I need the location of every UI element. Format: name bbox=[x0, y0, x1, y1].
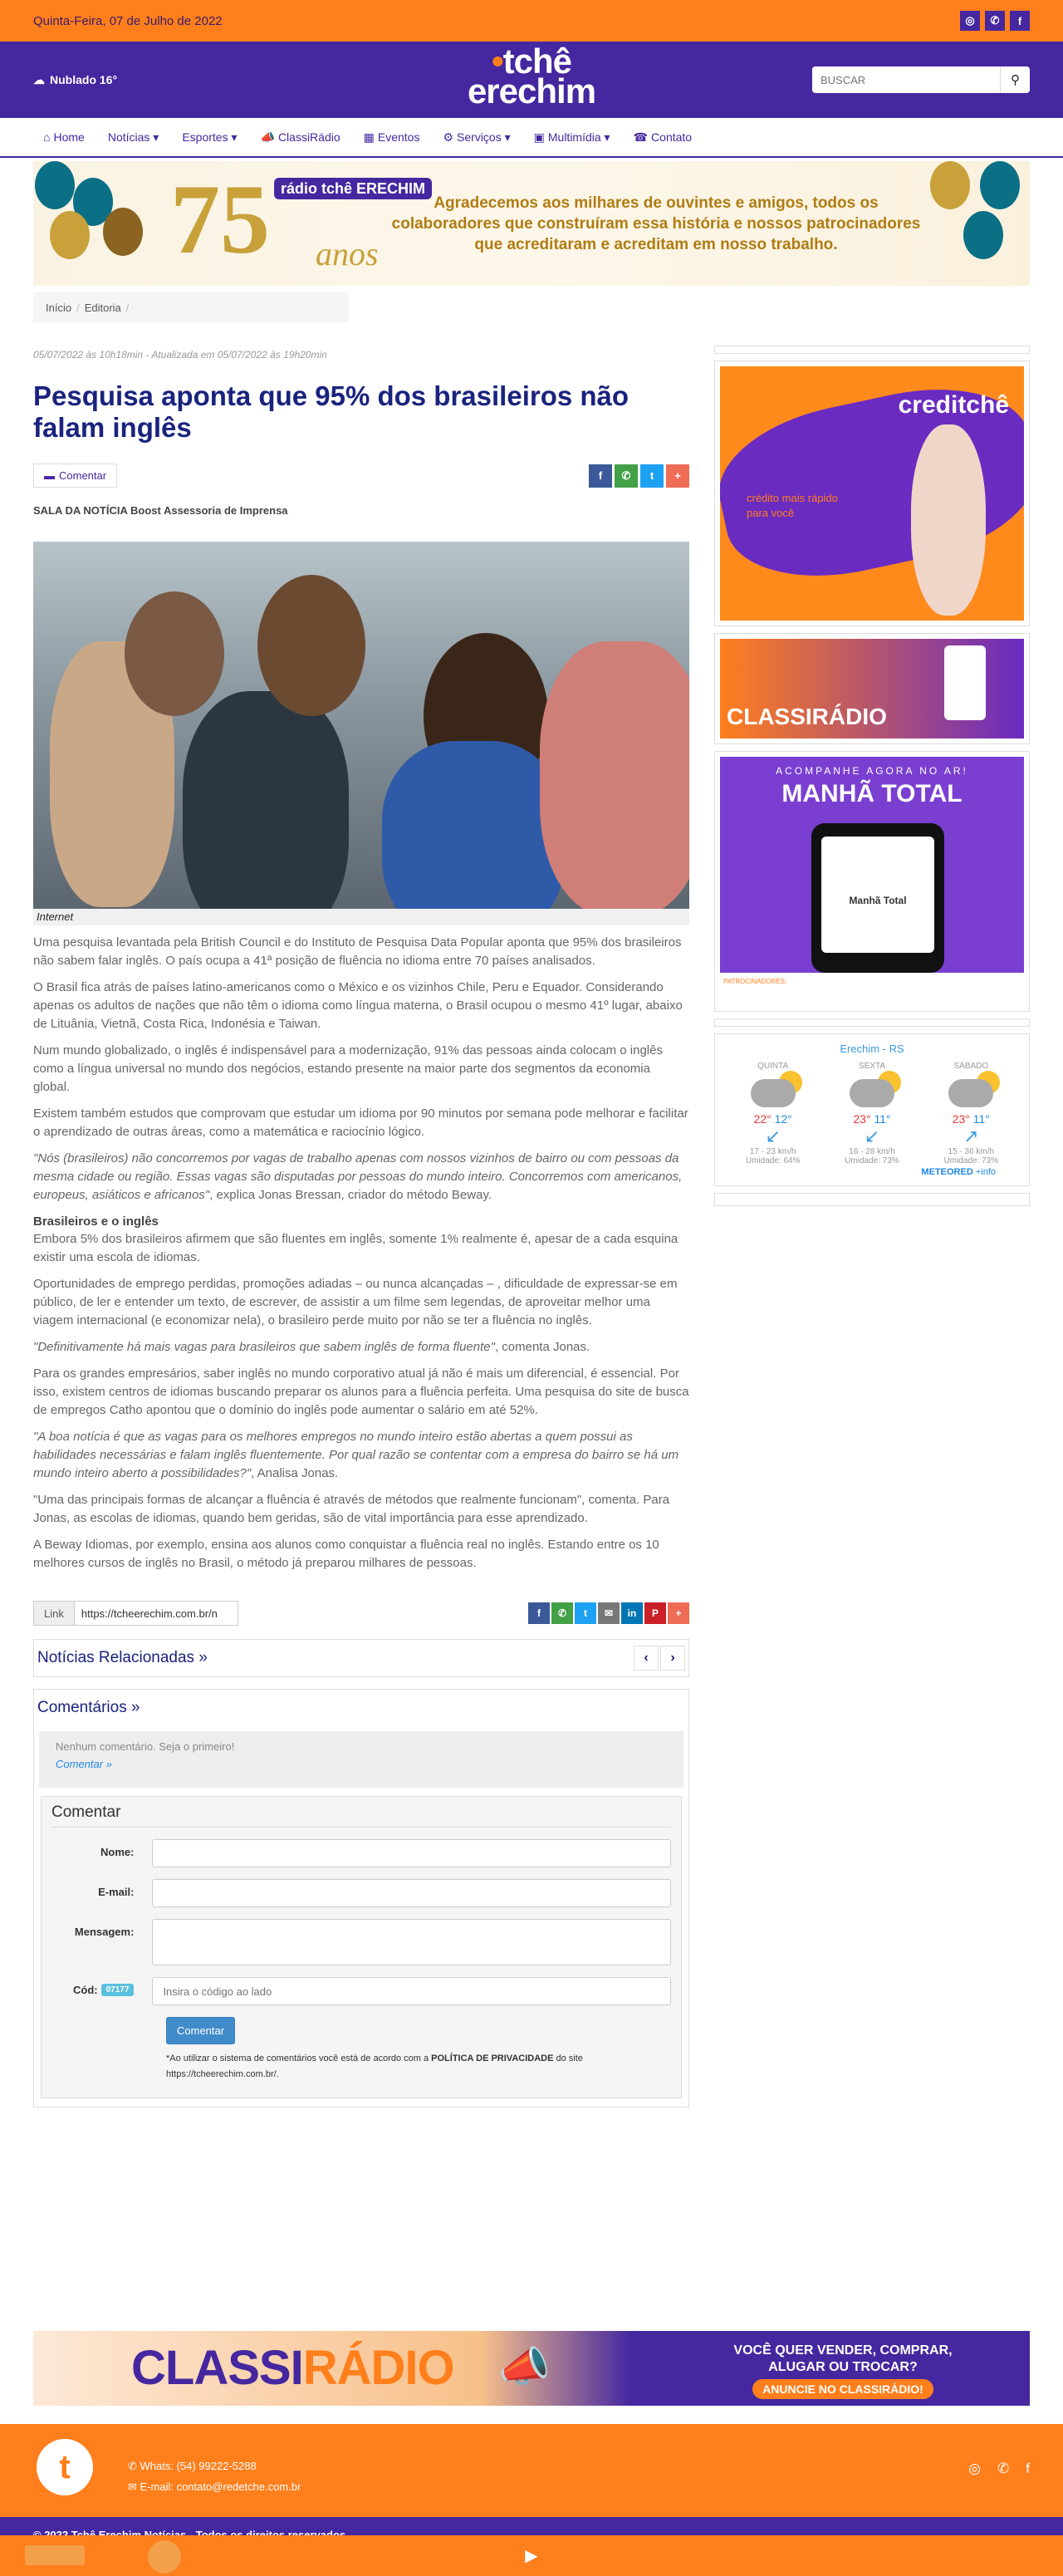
wind-icon: ↗ bbox=[963, 1126, 979, 1146]
article-meta: 05/07/2022 às 10h18min - Atualizada em 05/07/2022 às 19h20min bbox=[33, 349, 327, 361]
paragraph: Uma pesquisa levantada pela British Council e do Instituto de Pesquisa Data Popular aponta que 95% dos brasileiros não sabem falar inglês. O país ocupa a 41ª posição de fluência no idioma entre 70 países analisados. bbox=[33, 935, 682, 968]
weather-widget bbox=[33, 73, 117, 87]
forecast-day: QUINTA 22° 12° ↙ 17 - 23 km/h Umidade: 64% bbox=[727, 1062, 819, 1165]
anniversary-banner[interactable] bbox=[33, 161, 1030, 286]
breadcrumb: Início / Editoria / bbox=[33, 292, 349, 322]
top-bar bbox=[0, 0, 1063, 42]
play-icon[interactable]: ▶ bbox=[525, 2547, 538, 2565]
section-heading: Brasileiros e o inglês bbox=[33, 1214, 159, 1229]
classiradio-bottom-banner[interactable] bbox=[33, 2331, 1030, 2406]
bottom-ad-line1: VOCÊ QUER VENDER, COMPRAR, bbox=[733, 2343, 953, 2358]
article-photo bbox=[33, 542, 689, 909]
plus-share-icon[interactable]: + bbox=[666, 464, 689, 488]
share-row bbox=[33, 464, 689, 488]
comments-title[interactable]: Comentários » bbox=[37, 1699, 140, 1716]
footer-email[interactable]: E-mail: contato@redetche.com.br bbox=[140, 2480, 301, 2493]
twitter-share-icon[interactable]: t bbox=[575, 1602, 596, 1624]
linkedin-share-icon[interactable]: in bbox=[621, 1602, 643, 1624]
weather-forecast-widget bbox=[714, 1033, 1030, 1186]
comments-panel bbox=[33, 1689, 689, 2107]
wind-icon: ↙ bbox=[864, 1126, 880, 1146]
article-body bbox=[33, 934, 689, 1573]
sidebar-empty-box bbox=[714, 1193, 1030, 1206]
bottom-ad-brand2: RÁDIO bbox=[302, 2341, 454, 2395]
paragraph: "A boa notícia é que as vagas para os melhores empregos no mundo inteiro estão abertas a quem possui as habilidades necessárias e falam inglês fluentemente. Por qual razão se contentar com a empresa do bairro se há um mundo inteiro aberto a possibilidades?", Analisa Jonas. bbox=[33, 1430, 679, 1480]
name-label: Nome: bbox=[100, 1846, 135, 1858]
paragraph: Oportunidades de emprego perdidas, promoções adiadas – ou nunca alcançadas – , dificuldade de expressar-se em público, de ler e entender um texto, de escrever, de assistir a um filme sem legendas, de aproveitar melhor uma viagem internacional (e economizar nela), o brasileiro perde muito por não se ter a fluência no inglês. bbox=[33, 1277, 678, 1327]
footer-social bbox=[968, 2461, 1030, 2477]
chevron-right-icon[interactable]: › bbox=[660, 1646, 685, 1671]
nav-home[interactable]: ⌂ Home bbox=[43, 130, 85, 144]
twitter-share-icon[interactable]: t bbox=[640, 464, 664, 488]
no-comments-box bbox=[39, 1731, 683, 1788]
home-icon: ⌂ bbox=[43, 130, 51, 144]
phone-icon: ☎ bbox=[633, 130, 649, 144]
logo-line2: erechim bbox=[467, 71, 596, 110]
top-social-links bbox=[960, 11, 1030, 31]
calendar-icon: ▦ bbox=[363, 130, 375, 144]
whatsapp-share-icon[interactable]: ✆ bbox=[551, 1602, 573, 1624]
forecast-day: SÁBADO 23° 11° ↗ 15 - 36 km/h Umidade: 73% bbox=[925, 1062, 1016, 1165]
name-field[interactable] bbox=[152, 1839, 671, 1867]
facebook-share-icon[interactable]: f bbox=[528, 1602, 550, 1624]
ad-manha-show: Manhã Total bbox=[821, 837, 934, 953]
submit-comment-button[interactable]: Comentar bbox=[166, 2017, 235, 2044]
player-avatar bbox=[148, 2540, 181, 2574]
megaphone-icon: 📣 bbox=[260, 130, 275, 144]
weather-provider[interactable]: METEORED +info bbox=[921, 1167, 996, 1177]
ad-credittche-slogan: crédito mais rápido para você bbox=[747, 492, 838, 519]
comment-form bbox=[41, 1796, 682, 2098]
gear-icon: ⚙ bbox=[443, 130, 454, 144]
logo-line1: tchê bbox=[502, 42, 572, 81]
form-title: Comentar bbox=[51, 1803, 671, 1828]
bottom-ad-brand1: CLASSI bbox=[131, 2341, 303, 2395]
paragraph: "Nós (brasileiros) não concorremos por vagas de trabalho apenas com nossos vizinhos de bairro ou com pessoas da mesma cidade ou região. Essas vagas são disputadas por pessoas do mundo inteiro. Concorremos com americanos, europeus, asiáticos e africanos", explica Jonas Bressan, criador do método Beway. bbox=[33, 1151, 683, 1202]
cloud-sun-icon bbox=[850, 1079, 894, 1107]
banner-75: 75 bbox=[170, 164, 270, 274]
sidebar-ad-classiradio[interactable] bbox=[714, 633, 1030, 744]
nav-multimidia[interactable]: ▣ Multimídia ▾ bbox=[533, 130, 610, 144]
paragraph: "Definitivamente há mais vagas para brasileiros que sabem inglês de forma fluente", comenta Jonas. bbox=[33, 1340, 590, 1354]
forecast-day: SEXTA 23° 11° ↙ 16 - 28 km/h Umidade: 73% bbox=[826, 1062, 918, 1165]
bottom-ad-line2: ALUGAR OU TROCAR? bbox=[768, 2360, 918, 2374]
code-label: Cód: bbox=[73, 1984, 98, 1996]
instagram-icon[interactable]: ◎ bbox=[960, 11, 980, 31]
sidebar-empty-box bbox=[714, 346, 1030, 354]
whatsapp-icon[interactable]: ✆ bbox=[997, 2461, 1010, 2476]
weather-text: Nublado 16° bbox=[50, 73, 118, 86]
site-header bbox=[0, 42, 1063, 118]
breadcrumb-home[interactable]: Início bbox=[46, 301, 72, 314]
sidebar-ad-credittche[interactable] bbox=[714, 361, 1030, 626]
no-comments-text: Nenhum comentário. Seja o primeiro! bbox=[56, 1740, 235, 1753]
message-label: Mensagem: bbox=[74, 1926, 135, 1938]
paragraph: Existem também estudos que comprovam que estudar um idioma por 90 minutos por semana pode melhorar e facilitar o aprendizado de outras áreas, como a matemática e raciocínio lógico. bbox=[33, 1106, 688, 1139]
banner-message: Agradecemos aos milhares de ouvintes e amigos, todos os colaboradores que construíram essa história e nossos patrocinadores que acreditaram e acreditam em nosso trabalho. bbox=[391, 194, 921, 253]
comment-link[interactable]: Comentar » bbox=[56, 1758, 112, 1770]
comment-button[interactable]: ▬ Comentar bbox=[33, 464, 117, 488]
sidebar-empty-box bbox=[714, 1018, 1030, 1027]
cloud-sun-icon bbox=[751, 1079, 796, 1107]
paragraph: Num mundo globalizado, o inglês é indispensável para a modernização, 91% das pessoas ainda colocam o inglês como a língua universal no mundo dos negócios, estando presente na maior parte dos segmentos da economia global. bbox=[33, 1043, 663, 1094]
search-icon[interactable]: ⚲ bbox=[1000, 66, 1030, 93]
share-buttons bbox=[589, 464, 689, 488]
email-label: E-mail: bbox=[98, 1886, 135, 1898]
facebook-icon[interactable]: f bbox=[1026, 2461, 1030, 2476]
paragraph: O Brasil fica atrás de países latino-americanos como o México e os vizinhos Chile, Peru e Equador. Considerando apenas os adultos de nações que não têm o idioma como língua materna, o Brasil ocupou o mesmo 41º lugar, abaixo de Lituânia, Vietnã, Costa Rica, Indonésia e Taiwan. bbox=[33, 980, 683, 1031]
current-date: Quinta-Feira, 07 de Julho de 2022 bbox=[33, 13, 223, 28]
article-title: Pesquisa aponta que 95% dos brasileiros não falam inglês bbox=[33, 380, 629, 443]
link-label: Link bbox=[34, 1602, 75, 1625]
photo-caption: Internet bbox=[33, 909, 689, 925]
ad-manha-sponsors: PATROCINADORES: bbox=[723, 978, 787, 985]
ad-credittche-brand: creditchê bbox=[898, 391, 1009, 419]
paragraph: A Beway Idiomas, por exemplo, ensina aos alunos como conquistar a fluência real no inglês. Estando entre os 10 melhores cursos de inglês no Brasil, o método já preparou milhares de pessoas. bbox=[33, 1538, 659, 1570]
article-column bbox=[33, 349, 689, 2107]
camera-icon: ▣ bbox=[533, 130, 545, 144]
paragraph: "Uma das principais formas de alcançar a fluência é através de métodos que realmente funcionam", comenta. Para Jonas, as escolas de idiomas, quando bem geridas, são de vital importância para esse aprendizado. bbox=[33, 1493, 670, 1525]
nav-eventos[interactable]: ▦ Eventos bbox=[363, 130, 420, 144]
ad-manha-title: MANHÃ TOTAL bbox=[781, 780, 963, 807]
nav-noticias[interactable]: Notícias ▾ bbox=[107, 130, 159, 144]
email-icon: ✉ bbox=[128, 2480, 140, 2493]
main-nav bbox=[0, 118, 1063, 158]
banner-radio-logo: rádio tchê ERECHIM bbox=[274, 178, 432, 199]
facebook-icon[interactable]: f bbox=[1010, 11, 1030, 31]
share-buttons-bottom bbox=[528, 1602, 689, 1624]
footer-contact bbox=[128, 2456, 301, 2497]
nav-classiradio[interactable]: 📣 ClassiRádio bbox=[260, 130, 340, 144]
paragraph: Embora 5% dos brasileiros afirmem que são fluentes em inglês, somente 1% realmente é, apesar de a cada esquina existir uma escola de idiomas. bbox=[33, 1232, 678, 1264]
message-field[interactable] bbox=[152, 1919, 671, 1965]
whatsapp-icon: ✆ bbox=[128, 2460, 140, 2472]
ad-classiradio-brand: CLASSIRÁDIO bbox=[727, 704, 887, 729]
footer-logo[interactable]: t bbox=[37, 2439, 93, 2495]
chevron-left-icon[interactable]: ‹ bbox=[634, 1646, 659, 1671]
search-box bbox=[812, 66, 1030, 93]
whatsapp-share-icon[interactable]: ✆ bbox=[615, 464, 638, 488]
comment-icon: ▬ bbox=[44, 469, 55, 482]
footer-whats[interactable]: Whats: (54) 99222-5288 bbox=[140, 2460, 257, 2472]
captcha-code: 07177 bbox=[101, 1984, 135, 1996]
banner-anos: anos bbox=[316, 235, 379, 272]
captcha-input[interactable] bbox=[152, 1977, 671, 2005]
nav-contato[interactable]: ☎ Contato bbox=[633, 130, 693, 144]
radio-player-bar bbox=[0, 2535, 1063, 2576]
sidebar-ad-manha-total[interactable] bbox=[714, 751, 1030, 1012]
plus-share-icon[interactable]: + bbox=[668, 1602, 689, 1624]
instagram-icon[interactable]: ◎ bbox=[968, 2461, 982, 2476]
paragraph: Para os grandes empresários, saber inglês no mundo corporativo atual já não é mais um diferencial, é essencial. Por isso, existem centros de idiomas buscando preparar os alunos para a fluência perfeita. Uma pesquisa do site de busca de empregos Catho apontou que o domínio do inglês pode aumentar o salário em até 52%. bbox=[33, 1367, 689, 1417]
search-input[interactable] bbox=[812, 66, 1000, 93]
facebook-share-icon[interactable]: f bbox=[589, 464, 612, 488]
permalink-input[interactable] bbox=[75, 1602, 238, 1625]
whatsapp-icon[interactable]: ✆ bbox=[985, 11, 1005, 31]
related-title[interactable]: Notícias Relacionadas » bbox=[37, 1649, 208, 1666]
wind-icon: ↙ bbox=[765, 1126, 781, 1146]
breadcrumb-editoria[interactable]: Editoria bbox=[84, 301, 121, 314]
privacy-note: *Ao utilizar o sistema de comentários você está de acordo com a POLÍTICA DE PRIVACIDADE do site https://tcheerechim.com.br/. bbox=[166, 2053, 583, 2079]
email-share-icon[interactable]: ✉ bbox=[598, 1602, 620, 1624]
site-logo[interactable]: •tchê erechim bbox=[467, 42, 596, 110]
email-field[interactable] bbox=[152, 1879, 671, 1907]
related-news-panel bbox=[33, 1639, 689, 1677]
cloud-sun-icon bbox=[948, 1079, 993, 1107]
nav-esportes[interactable]: Esportes ▾ bbox=[182, 130, 238, 144]
player-label bbox=[25, 2545, 85, 2565]
link-row bbox=[33, 1601, 689, 1626]
ad-manha-top: ACOMPANHE AGORA NO AR! bbox=[776, 765, 968, 777]
nav-servicos[interactable]: ⚙ Serviços ▾ bbox=[443, 130, 511, 144]
pinterest-share-icon[interactable]: P bbox=[644, 1602, 666, 1624]
megaphone-icon: 📣 bbox=[498, 2343, 551, 2390]
site-footer bbox=[0, 2424, 1063, 2517]
cloud-icon: ☁ bbox=[33, 72, 45, 86]
bottom-ad-cta: ANUNCIE NO CLASSIRÁDIO! bbox=[752, 2379, 933, 2399]
weather-city: Erechim - RS bbox=[840, 1043, 904, 1055]
sidebar bbox=[714, 346, 1030, 1213]
article-source: SALA DA NOTÍCIA Boost Assessoria de Imprensa bbox=[33, 504, 288, 517]
permalink-box bbox=[33, 1601, 238, 1626]
